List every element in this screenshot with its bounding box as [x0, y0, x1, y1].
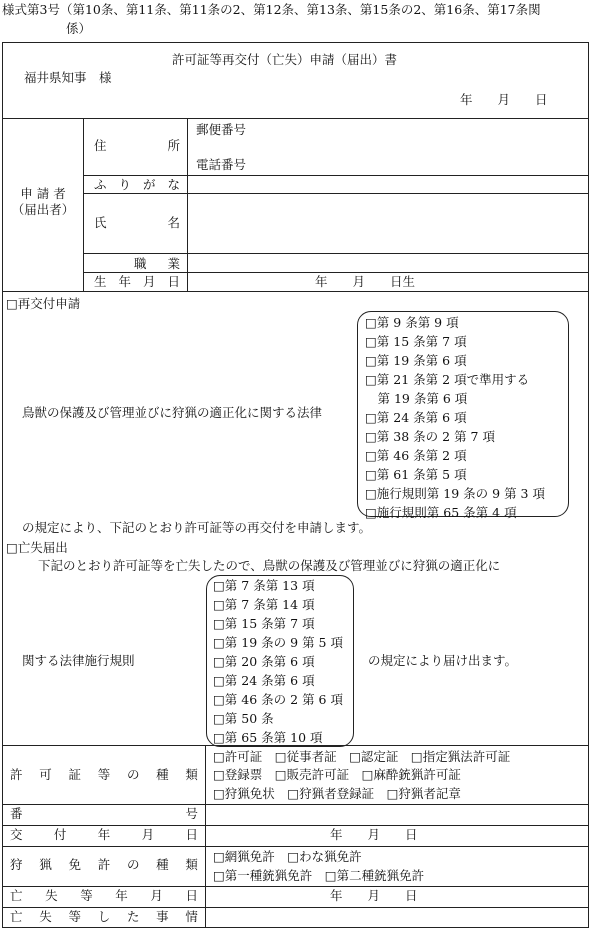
reissue-checkbox[interactable]: □再交付申請 — [6, 296, 81, 311]
list-item[interactable]: □第 46 条の 2 第 6 項 — [213, 692, 343, 707]
loss-law-name: 関する法律施行規則 — [22, 653, 135, 668]
divider — [2, 886, 589, 887]
divider — [83, 175, 589, 176]
occupation-input[interactable] — [190, 255, 586, 271]
list-item[interactable]: □第 9 条第 9 項 — [365, 315, 459, 330]
permit-types-row3[interactable]: □狩猟免状 □狩猟者登録証 □狩猟者記章 — [213, 786, 461, 801]
number-label: 番 号 — [10, 806, 198, 821]
list-item[interactable]: □第 7 条第 14 項 — [213, 597, 315, 612]
address-label: 住 所 — [94, 138, 180, 153]
form-number-line1: 様式第3号（第10条、第11条、第11条の2、第12条、第13条、第15条の2、第16条、第17条関 — [2, 2, 541, 17]
divider — [83, 118, 84, 291]
furigana-label: ふ り が な — [94, 177, 180, 192]
address-input[interactable] — [260, 120, 585, 172]
list-item[interactable]: □第 38 条の 2 第 7 項 — [365, 429, 495, 444]
divider — [83, 253, 589, 254]
loss-items-list — [213, 576, 343, 747]
furigana-input[interactable] — [190, 177, 586, 192]
occupation-label: 職 業 — [134, 256, 180, 271]
list-item[interactable]: □施行規則第 65 条第 4 項 — [365, 505, 517, 520]
number-input[interactable] — [208, 806, 586, 824]
list-item: 第 19 条第 6 項 — [365, 391, 468, 406]
list-item[interactable]: □第 20 条第 6 項 — [213, 654, 315, 669]
hunting-license-row2[interactable]: □第一種銃猟免許 □第二種銃猟免許 — [213, 868, 425, 883]
permit-types-row2[interactable]: □登録票 □販売許可証 □麻酔銃猟許可証 — [213, 767, 461, 782]
list-item[interactable]: □第 19 条第 6 項 — [365, 353, 467, 368]
name-label: 氏 名 — [94, 215, 180, 230]
list-item[interactable]: □第 50 条 — [213, 711, 274, 726]
list-item[interactable]: □第 61 条第 5 項 — [365, 467, 467, 482]
phone-label: 電話番号 — [196, 157, 247, 172]
list-item[interactable]: □第 65 条第 10 項 — [213, 730, 323, 745]
divider — [2, 291, 589, 292]
divider — [205, 745, 206, 928]
divider — [2, 118, 589, 119]
form-title: 許可証等再交付（亡失）申請（届出）書 — [172, 52, 398, 67]
hunting-license-label: 狩 猟 免 許 の 種 類 — [10, 857, 198, 872]
issue-date-label: 交 付 年 月 日 — [10, 827, 198, 842]
loss-circumstances-input[interactable] — [208, 909, 586, 926]
reissue-law-name: 鳥獣の保護及び管理並びに狩猟の適正化に関する法律 — [22, 405, 323, 420]
permit-types-label: 許 可 証 等 の 種 類 — [10, 767, 198, 782]
reissue-closing: の規定により、下記のとおり許可証等の再交付を申請します。 — [22, 520, 372, 535]
reissue-items-list — [365, 313, 545, 522]
list-item[interactable]: □第 19 条の 9 第 5 項 — [213, 635, 343, 650]
loss-checkbox[interactable]: □亡失届出 — [6, 540, 68, 555]
loss-date-value: 年 月 日 — [330, 888, 418, 903]
divider — [2, 825, 589, 826]
birthdate-label: 生 年 月 日 — [94, 274, 180, 289]
divider — [2, 804, 589, 805]
list-item[interactable]: □第 21 条第 2 項で準用する — [365, 372, 530, 387]
issue-date-value: 年 月 日 — [330, 827, 418, 842]
loss-circumstances-label: 亡 失 等 し た 事 情 — [10, 909, 198, 924]
list-item[interactable]: □第 24 条第 6 項 — [213, 673, 315, 688]
list-item[interactable]: □第 15 条第 7 項 — [213, 616, 315, 631]
divider — [187, 118, 188, 291]
header-date: 年 月 日 — [460, 92, 548, 107]
divider — [83, 272, 589, 273]
list-item[interactable]: □第 46 条第 2 項 — [365, 448, 467, 463]
divider — [2, 846, 589, 847]
applicant-section-label: 申 請 者 （届出者） — [11, 186, 75, 217]
list-item[interactable]: □施行規則第 19 条の 9 第 3 項 — [365, 486, 545, 501]
name-input[interactable] — [190, 196, 586, 251]
list-item[interactable]: □第 15 条第 7 項 — [365, 334, 467, 349]
postal-code-label: 郵便番号 — [196, 122, 247, 137]
divider — [2, 745, 589, 746]
birthdate-value: 年 月 日生 — [315, 274, 416, 289]
hunting-license-row1[interactable]: □網猟免許 □わな猟免許 — [213, 849, 362, 864]
list-item[interactable]: □第 7 条第 13 項 — [213, 578, 315, 593]
loss-date-label: 亡 失 等 年 月 日 — [10, 888, 198, 903]
form-number-line2: 係） — [66, 21, 92, 36]
list-item[interactable]: □第 24 条第 6 項 — [365, 410, 467, 425]
loss-closing: の規定により届け出ます。 — [368, 653, 518, 668]
addressee: 福井県知事 様 — [24, 70, 112, 85]
permit-types-row1[interactable]: □許可証 □従事者証 □認定証 □指定猟法許可証 — [213, 749, 511, 764]
loss-intro: 下記のとおり許可証等を亡失したので、鳥獣の保護及び管理並びに狩猟の適正化に — [38, 558, 501, 573]
divider — [2, 907, 589, 908]
divider — [83, 193, 589, 194]
